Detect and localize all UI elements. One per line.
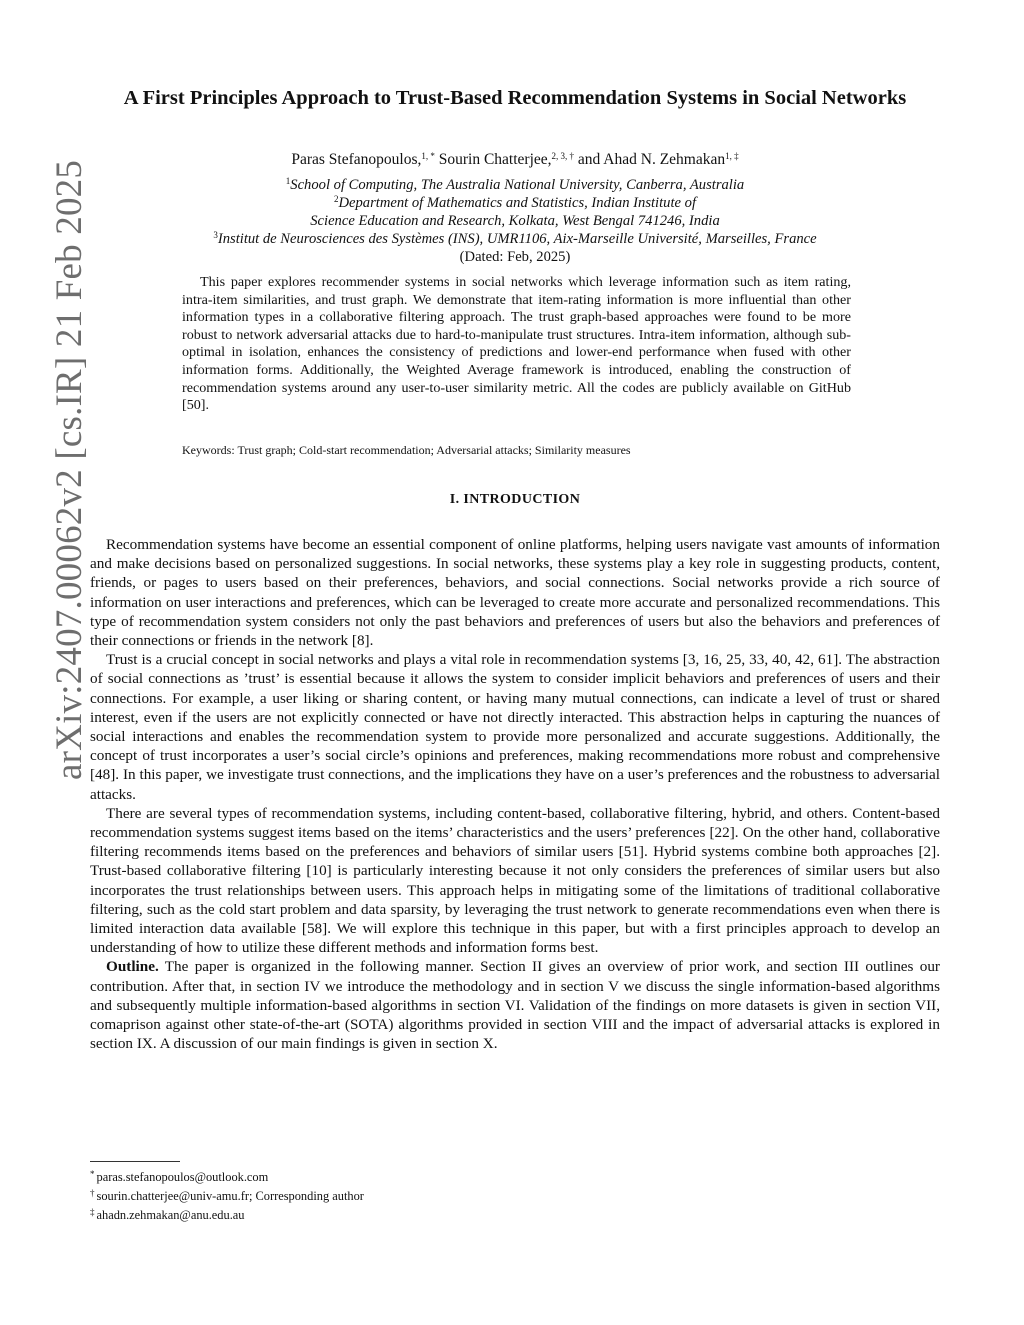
author-name: and Ahad N. Zehmakan	[577, 151, 726, 168]
section-heading: I. INTRODUCTION	[449, 492, 581, 507]
affiliation: Science Education and Research, Kolkata, West Bengal 741246, India	[310, 213, 720, 229]
footnotes	[90, 1166, 790, 1223]
paragraph: Recommendation systems have become an essential component of online platforms, helping users navigate vast amounts of information and make decisions based on personalized suggestions. In social networks, these systems play a key role in suggesting products, content, friends, or pages to users based on their preferences, behaviors, and social connections. Social networks provide a rich source of information on user interactions and preferences, which can be leveraged to create more accurate and personalized recommendations. This type of recommendation system considers not only the past behaviors and preferences of users but also the behaviors and preferences of their connections or friends in the network [8].	[90, 536, 940, 650]
author-list	[110, 151, 920, 169]
affiliation: $^2$Department of Mathematics and Statistics, Indian Institute of	[333, 194, 696, 211]
author-name: Paras Stefanopoulos,	[291, 151, 422, 168]
arxiv-identifier: arXiv:2407.00062v2 [cs.IR] 21 Feb 2025	[49, 159, 90, 780]
footnote: † sourin.chatterjee@univ-amu.fr; Corresponding author	[90, 1188, 364, 1203]
author-marks: 1, ‡	[725, 151, 739, 161]
affiliation: $^3$Institut de Neurosciences des Systèmes (INS), UMR1106, Aix-Marseille Université, Marseilles, France	[213, 230, 817, 247]
paper-title: A First Principles Approach to Trust-Based Recommendation Systems in Social Networks	[123, 87, 907, 109]
date-line: (Dated: Feb, 2025)	[459, 249, 571, 265]
abstract: This paper explores recommender systems in social networks which leverage information such as item rating, intra-item similarities, and trust graph. We demonstrate that item-rating information is more influential than other information types in a collaborative filtering approach. The trust graph-based approaches were found to be more robust to network adversarial attacks due to hard-to-manipulate trust structures. Intra-item information, although sub-optimal in isolation, enhances the consistency of predictions and lower-end performance when fused with other information forms. Additionally, the Weighted Average framework is introduced, enabling the construction of recommendation systems around any user-to-user similarity metric. All the codes are publicly available on GitHub [50].	[182, 274, 851, 414]
keywords: Keywords: Trust graph; Cold-start recommendation; Adversarial attacks; Similarity measures	[182, 443, 631, 457]
author-name: Sourin Chatterjee,	[438, 151, 552, 168]
footnote-divider	[90, 1161, 180, 1162]
author-marks: 2, 3, †	[551, 151, 575, 161]
outline-lead: Outline.	[106, 958, 159, 976]
outline-text: The paper is organized in the following manner. Section II gives an overview of prior work, and section III outlines our contribution. After that, in section IV we introduce the methodology and in section V we discuss the single information-based algorithms and subsequently multiple information-based algorithms in section VI. Validation of the findings on more datasets is given in section VII, comaprison against other state-of-the-art (SOTA) algorithms provided in section VIII and the impact of adversarial attacks is explored in section IX. A discussion of our main findings is given in section X.	[90, 958, 940, 1053]
introduction-body	[90, 535, 940, 1053]
footnote: ‡ ahadn.zehmakan@anu.edu.au	[90, 1207, 245, 1222]
paragraph	[90, 957, 940, 1053]
affiliations	[110, 176, 920, 266]
author-marks: 1, *	[421, 151, 435, 161]
footnote: * paras.stefanopoulos@outlook.com	[90, 1169, 269, 1184]
affiliation: $^1$School of Computing, The Australia National University, Canberra, Australia	[285, 176, 745, 193]
paragraph: There are several types of recommendation systems, including content-based, collaborative filtering, hybrid, and others. Content-based recommendation systems suggest items based on the items’ characteristics and the users’ preferences [22]. On the other hand, collaborative filtering recommends items based on the preferences and behaviors of similar users [51]. Hybrid systems combine both approaches [2]. Trust-based collaborative filtering [10] is particularly interesting because it not only considers the preferences of similar users but also incorporates the trust relationships between users. This approach helps in mitigating some of the limitations of traditional collaborative filtering, such as the cold start problem and data sparsity, by leveraging the trust network to generate recommendations even when there is limited interaction data available [58]. We will explore this technique in this paper, but with a first principles approach to develop an understanding of how to utilize these different methods and information forms best.	[90, 804, 940, 957]
paragraph: Trust is a crucial concept in social networks and plays a vital role in recommendation systems [3, 16, 25, 33, 40, 42, 61]. The abstraction of social connections as ’trust’ is essential because it allows the system to consider implicit behaviors and preferences of users and their connections. For example, a user liking or sharing content, or having many mutual connections, can indicate a level of trust or shared interest, even if the users are not explicitly connected or have not directly interacted. This abstraction helps in capturing the nuances of social interactions and enables the recommendation system to provide more personalized and accurate suggestions. Additionally, the concept of trust incorporates a user’s social circle’s opinions and preferences, making recommendations more robust and comprehensive [48]. In this paper, we investigate trust connections, and the implications they have on a user’s preferences and the robustness to adversarial attacks.	[90, 651, 940, 803]
